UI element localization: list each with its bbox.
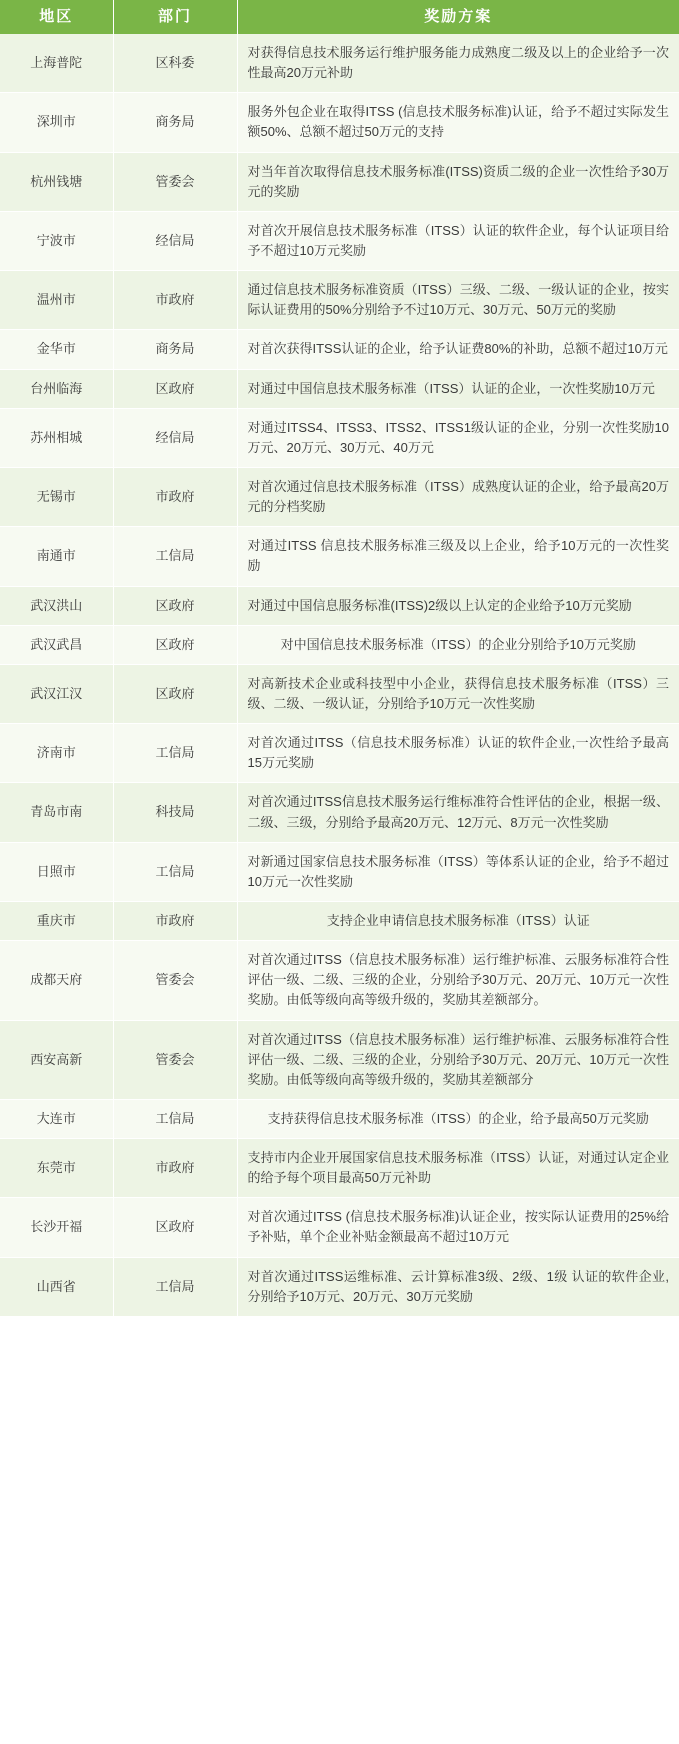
cell-department: 管委会: [113, 152, 237, 211]
cell-region: 上海普陀: [0, 34, 113, 93]
cell-region: 宁波市: [0, 211, 113, 270]
cell-department: 区政府: [113, 586, 237, 625]
table-row: [0, 1020, 679, 1099]
cell-reward-plan: 对首次开展信息技术服务标准（ITSS）认证的软件企业，每个认证项目给予不超过10万元奖励: [237, 211, 679, 270]
table-row: [0, 1139, 679, 1198]
table-row: [0, 527, 679, 586]
cell-reward-plan: 对首次通过ITSS信息技术服务运行维标准符合性评估的企业，根据一级、二级、三级，分别给予最高20万元、12万元、8万元一次性奖励: [237, 783, 679, 842]
cell-region: 深圳市: [0, 93, 113, 152]
column-header-department: 部门: [113, 0, 237, 34]
table-row: [0, 408, 679, 467]
table-row: [0, 369, 679, 408]
table-row: [0, 1099, 679, 1138]
table-row: [0, 211, 679, 270]
table-row: [0, 724, 679, 783]
cell-reward-plan: 对首次通过信息技术服务标准（ITSS）成熟度认证的企业，给予最高20万元的分档奖励: [237, 467, 679, 526]
table-row: [0, 152, 679, 211]
cell-reward-plan: 对中国信息技术服务标准（ITSS）的企业分别给予10万元奖励: [237, 625, 679, 664]
cell-department: 经信局: [113, 408, 237, 467]
table-row: [0, 34, 679, 93]
cell-region: 大连市: [0, 1099, 113, 1138]
cell-region: 台州临海: [0, 369, 113, 408]
cell-reward-plan: 对通过ITSS4、ITSS3、ITSS2、ITSS1级认证的企业，分别一次性奖励10万元、20万元、30万元、40万元: [237, 408, 679, 467]
column-header-reward-plan: 奖励方案: [237, 0, 679, 34]
table-header: [0, 0, 679, 34]
table-row: [0, 467, 679, 526]
cell-reward-plan: 对首次通过ITSS运维标准、云计算标准3级、2级、1级 认证的软件企业,分别给予10万元、20万元、30万元奖励: [237, 1257, 679, 1316]
cell-reward-plan: 对高新技术企业或科技型中小企业，获得信息技术服务标准（ITSS）三级、二级、一级认证，分别给予10万元一次性奖励: [237, 664, 679, 723]
cell-department: 区政府: [113, 369, 237, 408]
cell-region: 金华市: [0, 330, 113, 369]
cell-region: 西安高新: [0, 1020, 113, 1099]
table-row: [0, 1257, 679, 1316]
cell-region: 无锡市: [0, 467, 113, 526]
cell-department: 区政府: [113, 1198, 237, 1257]
cell-reward-plan: 对首次通过ITSS (信息技术服务标准)认证企业，按实际认证费用的25%给予补贴，单个企业补贴金额最高不超过10万元: [237, 1198, 679, 1257]
cell-region: 青岛市南: [0, 783, 113, 842]
cell-region: 东莞市: [0, 1139, 113, 1198]
table-row: [0, 625, 679, 664]
cell-reward-plan: 对首次通过ITSS（信息技术服务标准）认证的软件企业,一次性给予最高15万元奖励: [237, 724, 679, 783]
cell-department: 经信局: [113, 211, 237, 270]
cell-region: 温州市: [0, 271, 113, 330]
cell-reward-plan: 服务外包企业在取得ITSS (信息技术服务标准)认证，给予不超过实际发生额50%、总额不超过50万元的支持: [237, 93, 679, 152]
cell-department: 区政府: [113, 664, 237, 723]
table-row: [0, 93, 679, 152]
cell-region: 武汉洪山: [0, 586, 113, 625]
cell-reward-plan: 对首次通过ITSS（信息技术服务标准）运行维护标准、云服务标准符合性评估一级、二级、三级的企业，分别给予30万元、20万元、10万元一次性奖励。由低等级向高等级升级的，奖励其差额部分: [237, 1020, 679, 1099]
column-header-region: 地区: [0, 0, 113, 34]
cell-department: 区政府: [113, 625, 237, 664]
table-row: [0, 271, 679, 330]
cell-region: 山西省: [0, 1257, 113, 1316]
cell-reward-plan: 通过信息技术服务标准资质（ITSS）三级、二级、一级认证的企业，按实际认证费用的50%分别给予不过10万元、30万元、50万元的奖励: [237, 271, 679, 330]
cell-department: 市政府: [113, 271, 237, 330]
cell-department: 市政府: [113, 901, 237, 940]
cell-reward-plan: 对新通过国家信息技术服务标准（ITSS）等体系认证的企业，给予不超过10万元一次性奖励: [237, 842, 679, 901]
cell-region: 长沙开福: [0, 1198, 113, 1257]
cell-department: 工信局: [113, 527, 237, 586]
cell-region: 杭州钱塘: [0, 152, 113, 211]
cell-reward-plan: 对首次获得ITSS认证的企业，给予认证费80%的补助，总额不超过10万元: [237, 330, 679, 369]
cell-department: 管委会: [113, 1020, 237, 1099]
cell-reward-plan: 对首次通过ITSS（信息技术服务标准）运行维护标准、云服务标准符合性评估一级、二级、三级的企业，分别给予30万元、20万元、10万元一次性奖励。由低等级向高等级升级的，奖励其差额部分。: [237, 941, 679, 1020]
cell-reward-plan: 对通过中国信息技术服务标准（ITSS）认证的企业，一次性奖励10万元: [237, 369, 679, 408]
cell-region: 济南市: [0, 724, 113, 783]
cell-department: 管委会: [113, 941, 237, 1020]
cell-region: 日照市: [0, 842, 113, 901]
table-body: [0, 34, 679, 1316]
cell-region: 武汉武昌: [0, 625, 113, 664]
table-row: [0, 901, 679, 940]
table-row: [0, 1198, 679, 1257]
cell-reward-plan: 支持获得信息技术服务标准（ITSS）的企业，给予最高50万元奖励: [237, 1099, 679, 1138]
cell-region: 南通市: [0, 527, 113, 586]
cell-department: 商务局: [113, 330, 237, 369]
table-row: [0, 783, 679, 842]
cell-department: 市政府: [113, 467, 237, 526]
table-header-row: [0, 0, 679, 34]
cell-reward-plan: 对获得信息技术服务运行维护服务能力成熟度二级及以上的企业给予一次性最高20万元补助: [237, 34, 679, 93]
cell-region: 成都天府: [0, 941, 113, 1020]
cell-department: 科技局: [113, 783, 237, 842]
cell-department: 工信局: [113, 1257, 237, 1316]
cell-department: 工信局: [113, 842, 237, 901]
cell-reward-plan: 对通过中国信息服务标准(ITSS)2级以上认定的企业给予10万元奖励: [237, 586, 679, 625]
cell-reward-plan: 对通过ITSS 信息技术服务标准三级及以上企业，给予10万元的一次性奖励: [237, 527, 679, 586]
table-row: [0, 842, 679, 901]
cell-department: 市政府: [113, 1139, 237, 1198]
cell-department: 工信局: [113, 724, 237, 783]
table-row: [0, 664, 679, 723]
table-row: [0, 330, 679, 369]
cell-region: 重庆市: [0, 901, 113, 940]
table-row: [0, 941, 679, 1020]
cell-reward-plan: 对当年首次取得信息技术服务标准(ITSS)资质二级的企业一次性给予30万元的奖励: [237, 152, 679, 211]
cell-reward-plan: 支持企业申请信息技术服务标准（ITSS）认证: [237, 901, 679, 940]
cell-department: 商务局: [113, 93, 237, 152]
cell-reward-plan: 支持市内企业开展国家信息技术服务标准（ITSS）认证，对通过认定企业的给予每个项目最高50万元补助: [237, 1139, 679, 1198]
cell-department: 工信局: [113, 1099, 237, 1138]
cell-region: 苏州相城: [0, 408, 113, 467]
cell-region: 武汉江汉: [0, 664, 113, 723]
cell-department: 区科委: [113, 34, 237, 93]
table-row: [0, 586, 679, 625]
